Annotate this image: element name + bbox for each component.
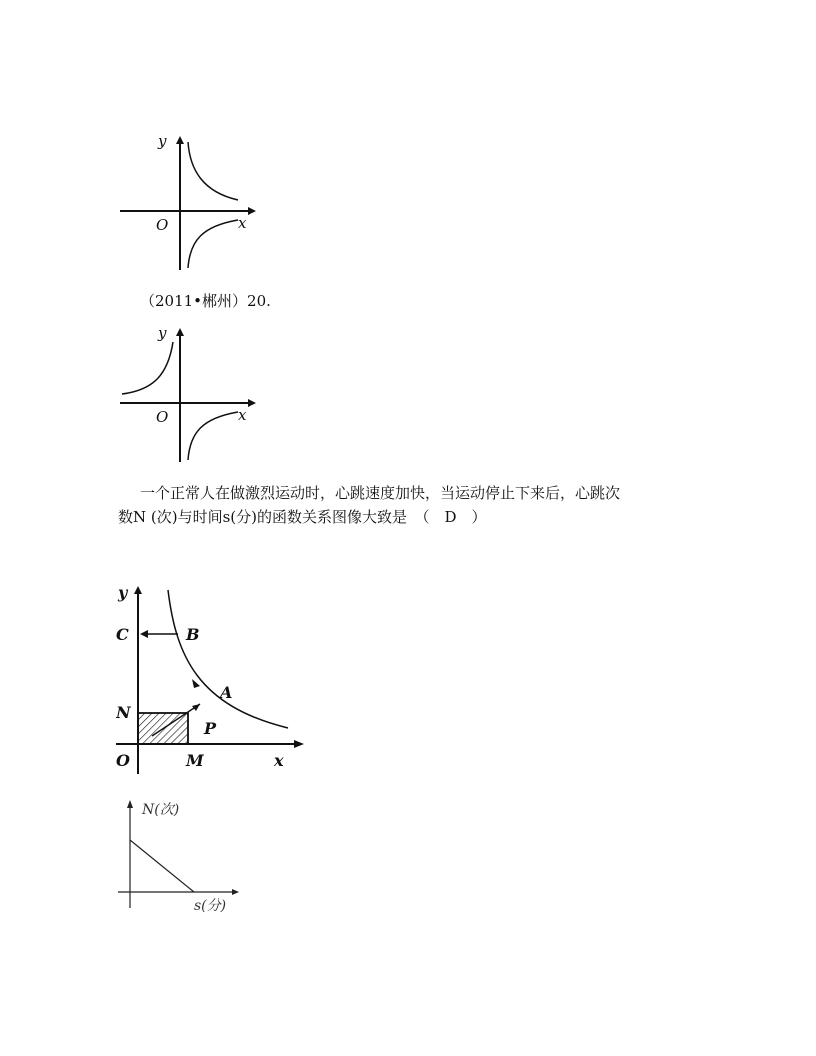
y-axis-label: N(次) bbox=[142, 802, 180, 818]
point-m-label: M bbox=[186, 751, 204, 770]
hyperbola-graph-1 bbox=[118, 130, 258, 272]
question-line-1: 一个正常人在做激烈运动时，心跳速度加快，当运动停止下来后，心跳次 bbox=[140, 484, 621, 502]
question-caption: （2011•郴州）20. bbox=[140, 292, 271, 310]
hyperbola-graph-2 bbox=[118, 322, 258, 464]
point-a-label: A bbox=[220, 683, 233, 702]
y-axis-label: y bbox=[158, 132, 167, 150]
origin-label: O bbox=[156, 408, 169, 426]
point-n-label: N bbox=[116, 703, 131, 722]
point-c-label: C bbox=[116, 625, 129, 644]
x-axis-label: x bbox=[238, 406, 247, 424]
x-axis-label: x bbox=[274, 751, 284, 770]
origin-label: O bbox=[116, 751, 130, 770]
x-axis-label: s(分) bbox=[194, 898, 227, 912]
point-p-label: P bbox=[204, 719, 217, 738]
question-line-2: 数N (次)与时间s(分)的函数关系图像大致是 （ D ） bbox=[118, 508, 487, 526]
y-axis-label: y bbox=[158, 324, 167, 342]
origin-label: O bbox=[156, 216, 169, 234]
point-b-label: B bbox=[186, 625, 200, 644]
y-axis-label: y bbox=[118, 586, 128, 602]
heart-rate-graph bbox=[118, 796, 248, 912]
hyperbola-rectangle-graph bbox=[116, 586, 306, 776]
x-axis-label: x bbox=[238, 214, 247, 232]
